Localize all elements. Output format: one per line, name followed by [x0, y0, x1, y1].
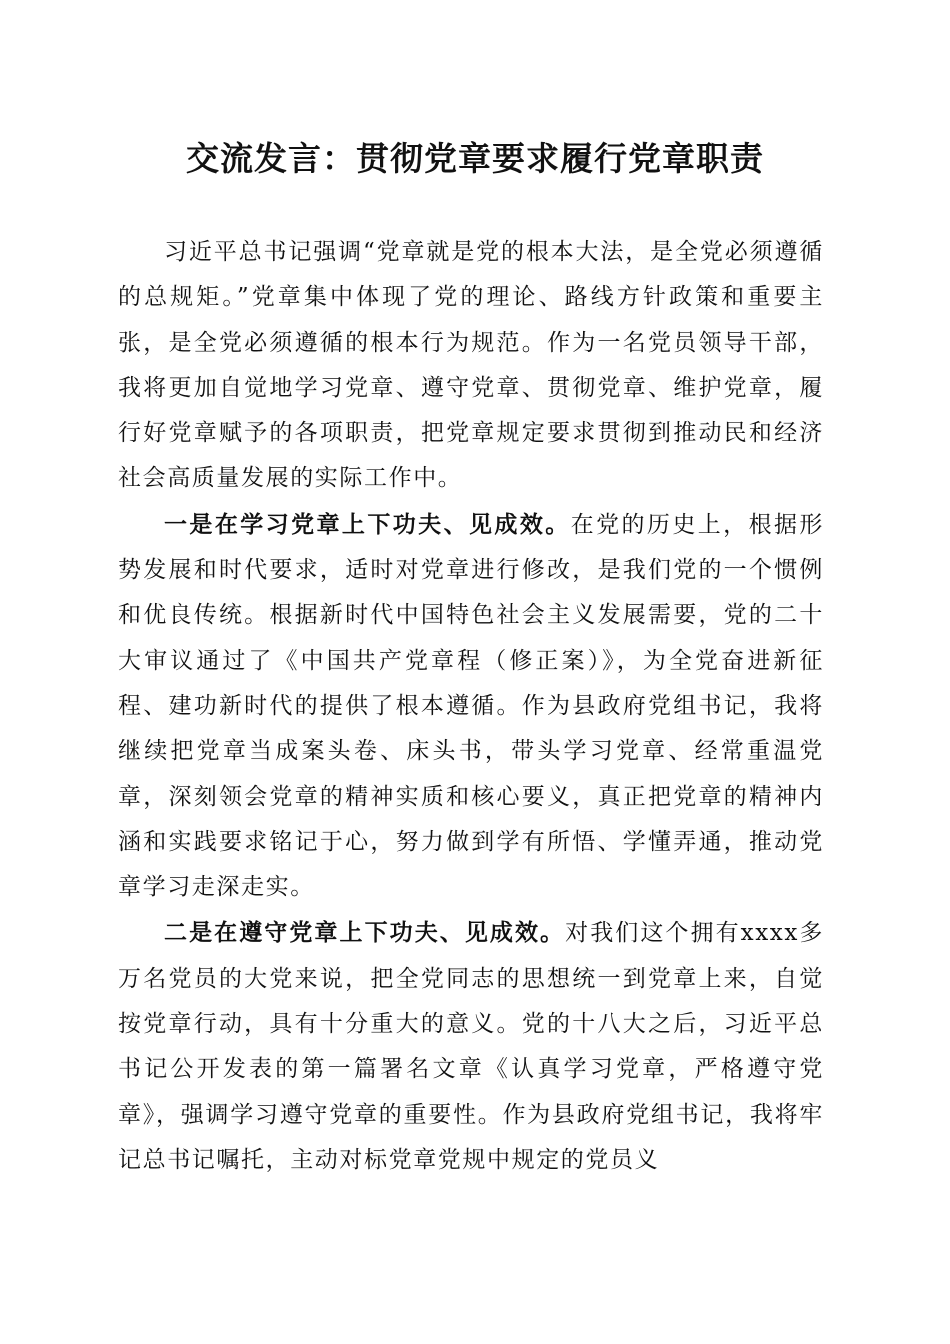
- paragraph-text: 对我们这个拥有xxxx多万名党员的大党来说，把全党同志的思想统一到党章上来，自觉按党章行动，具有十分重大的意义。党的十八大之后，习近平总书记公开发表的第一篇署名文章《认真学习党章，严格遵守党章》，强调学习遵守党章的重要性。作为县政府党组书记，我将牢记总书记嘱托，主动对标党章党规中规定的党员义: [118, 920, 824, 1173]
- paragraph-point-two: [118, 910, 824, 1183]
- paragraph-text: 习近平总书记强调“党章就是党的根本大法，是全党必须遵循的总规矩。”党章集中体现了党的理论、路线方针政策和重要主张，是全党必须遵循的根本行为规范。作为一名党员领导干部，我将更加自觉地学习党章、遵守党章、贯彻党章、维护党章，履行好党章赋予的各项职责，把党章规定要求贯彻到推动民和经济社会高质量发展的实际工作中。: [118, 239, 824, 492]
- paragraph-intro: [118, 230, 824, 502]
- document-title: 交流发言：贯彻党章要求履行党章职责: [186, 139, 764, 178]
- paragraph-text: 在党的历史上，根据形势发展和时代要求，适时对党章进行修改，是我们党的一个惯例和优良传统。根据新时代中国特色社会主义发展需要，党的二十大审议通过了《中国共产党章程（修正案）》，为全党奋进新征程、建功新时代的提供了根本遵循。作为县政府党组书记，我将继续把党章当成案头卷、床头书，带头学习党章、经常重温党章，深刻领会党章的精神实质和核心要义，真正把党章的精神内涵和实践要求铭记于心，努力做到学有所悟、学懂弄通，推动党章学习走深走实。: [118, 511, 824, 901]
- paragraph-point-one: [118, 502, 824, 911]
- paragraph-lead: 二是在遵守党章上下功夫、见成效。: [164, 919, 566, 947]
- document-body: [118, 230, 824, 1183]
- paragraph-lead: 一是在学习党章上下功夫、见成效。: [164, 510, 571, 538]
